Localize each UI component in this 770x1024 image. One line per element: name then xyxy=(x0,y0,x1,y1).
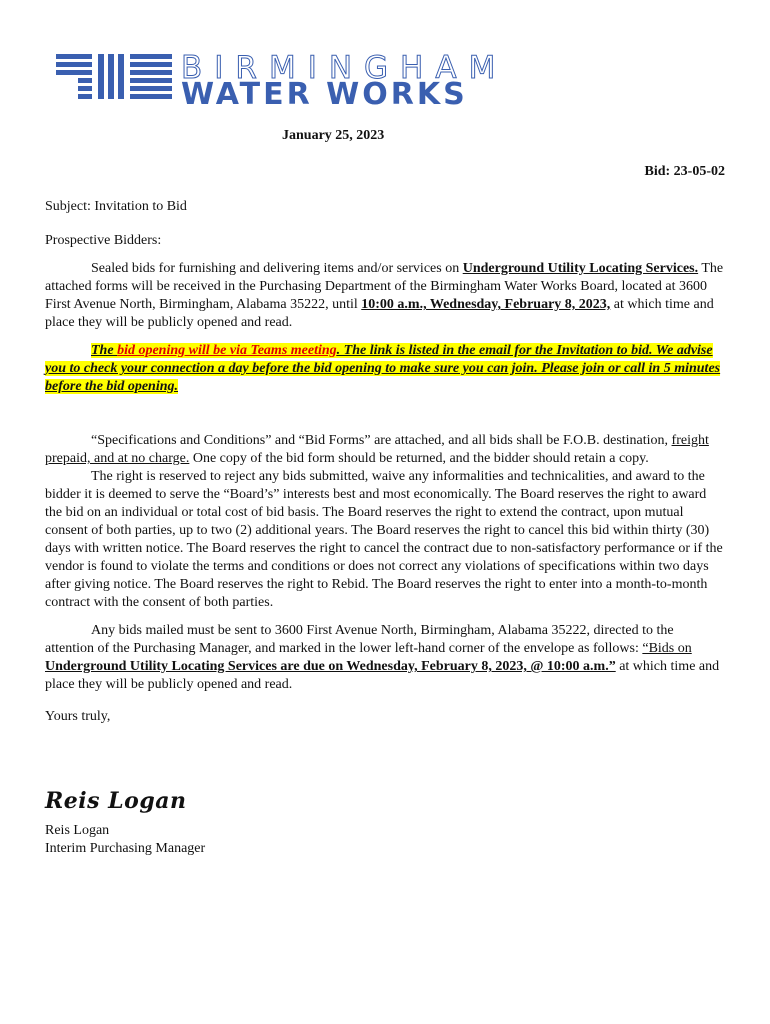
letterhead-line1: BIRMINGHAM xyxy=(181,50,508,86)
letterhead-line2: WATER WORKS xyxy=(181,77,468,112)
teams-notice: bid opening will be via Teams meeting xyxy=(117,343,337,358)
salutation: Prospective Bidders: xyxy=(45,233,162,248)
letterhead-logo xyxy=(56,50,676,112)
signer-title: Interim Purchasing Manager xyxy=(45,841,206,856)
letter-body xyxy=(45,198,725,726)
bww-logo-icon xyxy=(56,50,174,106)
handwritten-signature: Reis Logan xyxy=(45,788,187,814)
paragraph-rights: The right is reserved to reject any bids submitted, waive any informalities and technicalities, and award to the bidder it is deemed to serve the “Board’s” interests best and most economically. The Board reserves the right to award the bid on an individual or total cost of bid basis. The Board reserves the right to extend the contract, upon mutual consent of both parties, up to two (2) additional years. The Board reserves the right to cancel this bid within thirty (30) days with written notice. The Board reserves the right to cancel the contract due to non-satisfactory performance or if the vendor is found to violate the terms and conditions or does not correct any violations of specifications within two days after giving notice. The Board reserves the right to Rebid. The Board reserves the right to enter into a month-to-month contract with the consent of both parties. xyxy=(45,469,723,610)
paragraph-bid-intro: Sealed bids for furnishing and delivering items and/or services on Underground Utility Locating Services. The attached forms will be received in the Purchasing Department of the Birmingham Water Works Board, located at 3600 First Avenue North, Birmingham, Alabama 35222, until 10:00 a.m., Wednesday, February 8, 2023, at which time and place they will be publicly opened and read. xyxy=(45,261,724,330)
paragraph-specifications: “Specifications and Conditions” and “Bid Forms” are attached, and all bids shall be F.O.B. destination, freight prepaid, and at no charge. One copy of the bid form should be returned, and the bidder should retain a copy. xyxy=(45,433,709,466)
letter-date: January 25, 2023 xyxy=(282,128,385,143)
closing: Yours truly, xyxy=(45,709,111,724)
bid-number: Bid: 23-05-02 xyxy=(644,164,725,179)
notice-paragraph: The bid opening will be via Teams meeting. The link is listed in the email for the Invitation to bid. We advise you to check your connection a day before the bid opening to make sure you can join. Please join or call in 5 minutes before the bid opening. xyxy=(45,343,721,394)
subject-line: Subject: Invitation to Bid xyxy=(45,199,187,214)
signature-block xyxy=(45,822,205,858)
paragraph-mailing: Any bids mailed must be sent to 3600 First Avenue North, Birmingham, Alabama 35222, directed to the attention of the Purchasing Manager, and marked in the lower left-hand corner of the envelope as follows: “Bids on Underground Utility Locating Services are due on Wednesday, February 8, 2023, @ 10:00 a.m.” at which time and place they will be publicly opened and read. xyxy=(45,623,720,692)
due-date: 10:00 a.m., Wednesday, February 8, 2023, xyxy=(361,297,611,312)
service-name: Underground Utility Locating Services. xyxy=(462,261,699,276)
signer-name: Reis Logan xyxy=(45,823,110,838)
